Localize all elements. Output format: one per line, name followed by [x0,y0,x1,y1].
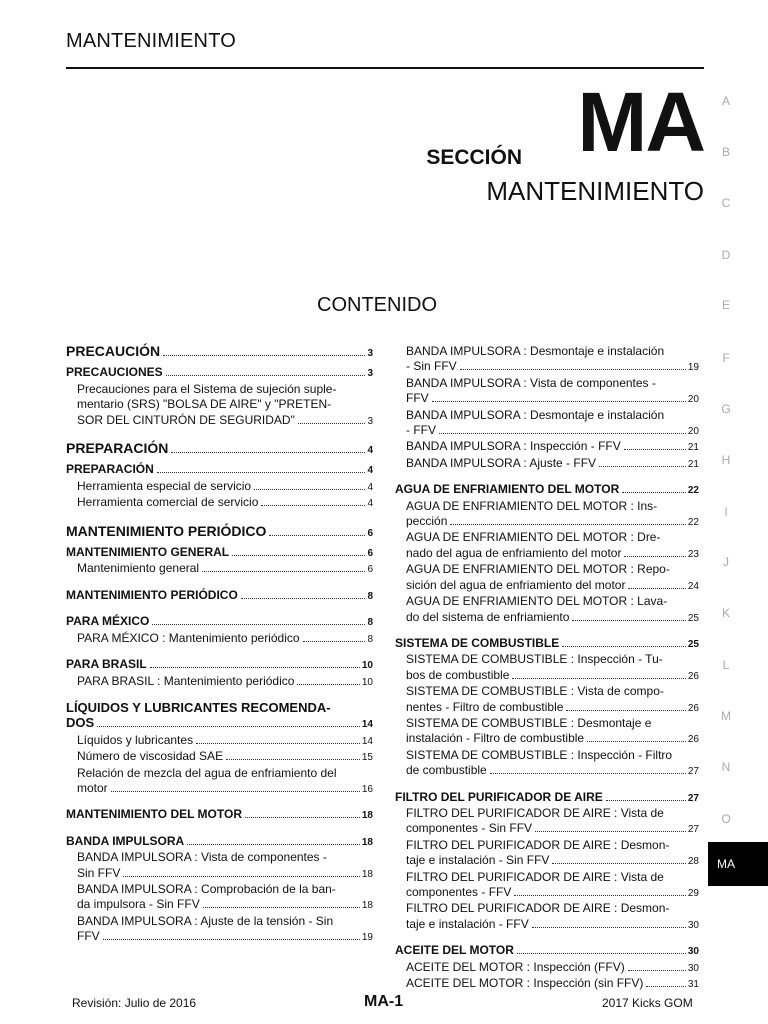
toc-entry[interactable] [66,897,373,913]
side-index-letter[interactable]: E [721,298,730,312]
toc-entry-text: Relación de mezcla del agua de enfriamiento del [77,765,337,780]
toc-page-number: 18 [361,810,373,822]
side-index-letter[interactable]: K [721,606,730,620]
seccion-label: SECCIÓN [426,146,522,169]
section-name: MANTENIMIENTO [486,176,704,206]
side-index-letter[interactable]: A [721,94,730,108]
dot-leader [297,684,359,685]
header-rule [66,67,704,69]
dot-leader [628,588,685,589]
toc-entry[interactable] [395,482,699,498]
toc-entry[interactable] [66,479,373,495]
toc-page-number: 4 [367,498,373,510]
toc-entry[interactable] [66,462,373,478]
toc-entry-text: FILTRO DEL PURIFICADOR DE AIRE : Vista de [406,805,664,820]
side-index-letter[interactable]: D [721,248,731,262]
toc-page-number: 6 [367,548,373,560]
dot-leader [572,620,685,621]
toc-entry[interactable] [66,631,373,647]
toc-entry-text: PARA BRASIL : Mantenimiento periódico [77,673,295,688]
dot-leader [111,791,360,792]
dot-leader [562,646,686,647]
toc-entry-text: PARA MÉXICO [66,614,150,629]
dot-leader [245,817,360,818]
footer-revision: Revisión: Julio de 2016 [72,996,197,1010]
toc-entry[interactable] [66,733,373,749]
dot-leader [512,678,685,679]
side-index-letter[interactable]: J [723,555,729,569]
toc-entry[interactable] [395,578,699,594]
toc-entry-text: componentes - FFV [406,885,512,899]
dot-leader [432,401,686,402]
page-header-title: MANTENIMIENTO [66,30,237,52]
dot-leader [599,466,686,467]
toc-page-number: 30 [687,946,699,958]
toc-page-number: 14 [361,719,373,731]
toc-page-number: 21 [687,442,699,454]
toc-entry[interactable] [395,456,699,472]
toc-page-number: 31 [687,979,699,991]
toc-entry-text: ACEITE DEL MOTOR : Inspección (FFV) [406,959,625,974]
dot-leader [269,535,365,536]
toc-entry[interactable] [395,853,699,869]
side-index-letter[interactable]: H [721,453,731,467]
toc-entry[interactable] [66,866,373,882]
toc-entry-text: mentario (SRS) "BOLSA DE AIRE" y "PRETEN- [77,397,332,412]
toc-entry[interactable] [395,610,699,626]
dot-leader [196,743,360,744]
toc-page-number: 21 [687,458,699,470]
toc-entry[interactable] [66,715,373,732]
toc-entry-text: Herramienta especial de servicio [77,478,252,493]
dot-leader [171,452,365,453]
toc-entry-text: SISTEMA DE COMBUSTIBLE : Desmontaje e [406,715,652,730]
toc-page-number: 4 [367,445,373,457]
toc-entry-text: MANTENIMIENTO PERIÓDICO [66,522,267,539]
dot-leader [163,355,365,356]
toc-entry-text: BANDA IMPULSORA : Desmontaje e instalación [406,344,665,358]
toc-entry-text: sición del agua de enfriamiento del motor [406,577,626,592]
toc-entry-text: bos de combustible [406,667,510,682]
toc-page-number: 20 [687,394,699,406]
toc-entry[interactable] [395,391,699,407]
section-code: MA [577,75,704,169]
toc-entry-text: instalación - Filtro de combustible [406,731,585,746]
toc-entry-text: ACEITE DEL MOTOR : Inspección (sin FFV) [406,976,644,991]
dot-leader [103,939,360,940]
toc-entry[interactable] [66,781,373,797]
toc-page-number: 19 [687,362,699,374]
toc-entry[interactable] [395,917,699,933]
toc-entry-text: FILTRO DEL PURIFICADOR DE AIRE : Desmon- [406,901,670,916]
toc-page-number: 8 [367,617,373,629]
toc-entry-text: FFV [77,929,100,944]
dot-leader [587,741,686,742]
toc-entry-text: nado del agua de enfriamiento del motor [406,545,622,560]
section-tab-ma[interactable]: MA [708,842,768,886]
toc-entry-text: taje e instalación - FFV [406,916,529,931]
toc-entry-text: MANTENIMIENTO PERIÓDICO [66,587,238,602]
toc-entry-text: PRECAUCIONES [66,365,163,380]
dot-leader [157,472,366,473]
dot-leader [535,831,686,832]
dot-leader [150,667,360,668]
toc-entry-text: - Sin FFV [406,359,457,374]
toc-entry-text: PRECAUCIÓN [66,343,161,359]
side-index-letter[interactable]: I [724,505,728,519]
toc-entry[interactable] [66,441,373,458]
toc-page-number: 25 [687,612,699,624]
toc-page-number: 3 [367,348,373,359]
toc-page-number: 4 [367,481,373,493]
toc-entry[interactable] [395,668,699,684]
toc-entry-text: SISTEMA DE COMBUSTIBLE : Inspección - Tu- [406,652,663,667]
toc-page-number: 23 [687,548,699,560]
toc-page-number: 3 [367,368,373,380]
toc-entry-text: SOR DEL CINTURÓN DE SEGURIDAD" [77,412,295,427]
toc-entry[interactable] [66,588,373,604]
dot-leader [123,876,360,877]
toc-page-number: 30 [687,962,699,974]
toc-entry-text: FILTRO DEL PURIFICADOR DE AIRE [395,789,603,804]
toc-entry[interactable] [66,929,373,945]
toc-entry-text: taje e instalación - Sin FFV [406,853,550,868]
dot-leader [303,641,366,642]
dot-leader [202,571,365,572]
toc-entry-text: - FFV [406,423,436,438]
toc-entry-text: de combustible [406,763,487,778]
side-index-letter[interactable]: L [722,658,730,672]
toc-entry[interactable] [66,413,373,429]
toc-entry[interactable] [66,561,373,577]
toc-entry-text: do del sistema de enfriamiento [406,609,570,624]
toc-entry-text: AGUA DE ENFRIAMIENTO DEL MOTOR : Repo- [406,562,670,577]
toc-entry-text: DOS [66,715,95,731]
toc-page-number: 20 [687,426,699,438]
toc-page-number: 10 [361,660,373,672]
side-index-letter[interactable]: B [721,145,730,159]
dot-leader [606,800,686,801]
dot-leader [517,953,686,954]
toc-entry-text: FFV [406,391,429,406]
dot-leader [97,726,360,727]
toc-entry-text: MANTENIMIENTO GENERAL [66,545,230,560]
toc-entry-text: AGUA DE ENFRIAMIENTO DEL MOTOR : Ins- [406,498,658,513]
toc-entry[interactable] [66,674,373,690]
contents-title: CONTENIDO [317,294,437,316]
toc-entry-text: SISTEMA DE COMBUSTIBLE : Inspección - Filtro [406,747,673,762]
toc-entry-text: Líquidos y lubricantes [77,732,194,747]
side-index-letter[interactable]: M [721,709,731,723]
toc-entry-text: FILTRO DEL PURIFICADOR DE AIRE : Vista de [406,869,664,884]
dot-leader [624,556,685,557]
dot-leader [232,555,365,556]
toc-right-column [395,344,699,992]
toc-entry-text: Precauciones para el Sistema de sujeción suple- [77,381,337,396]
toc-entry[interactable] [395,423,699,439]
toc-page-number: 4 [367,465,373,477]
toc-entry-text: PARA MÉXICO : Mantenimiento periódico [77,630,300,645]
toc-entry-text: AGUA DE ENFRIAMIENTO DEL MOTOR : Dre- [406,530,661,545]
side-index-letter[interactable]: N [721,760,731,774]
toc-entry[interactable] [66,524,373,541]
toc-entry[interactable] [395,821,699,837]
toc-entry[interactable] [395,976,699,992]
toc-entry-text: BANDA IMPULSORA : Comprobación de la ban- [77,881,336,896]
toc-page-number: 30 [687,919,699,931]
toc-page-number: 27 [687,824,699,836]
toc-entry[interactable] [66,834,373,850]
toc-entry-text: PREPARACIÓN [66,440,169,457]
toc-page-number: 6 [367,527,373,539]
toc-entry[interactable] [66,749,373,765]
toc-page-number: 25 [687,638,699,650]
toc-page-number: 10 [361,676,373,688]
toc-entry[interactable] [66,545,373,561]
toc-entry-text: PARA BRASIL [66,657,147,672]
toc-entry[interactable] [66,657,373,673]
toc-entry[interactable] [66,495,373,511]
toc-entry-text: Herramienta comercial de servicio [77,495,259,510]
toc-entry-text: pección [406,514,448,529]
toc-entry-text: BANDA IMPULSORA : Ajuste - FFV [406,455,597,470]
toc-entry[interactable] [66,614,373,630]
toc-page-number: 28 [687,856,699,868]
toc-entry[interactable] [395,763,699,779]
dot-leader [460,369,686,370]
toc-entry-text: AGUA DE ENFRIAMIENTO DEL MOTOR [395,482,620,497]
toc-entry-text: BANDA IMPULSORA : Vista de componentes - [406,375,656,390]
footer-page-number: MA-1 [364,993,404,1010]
toc-entry-text: SISTEMA DE COMBUSTIBLE : Vista de compo- [406,684,664,699]
toc-left-column [66,344,373,946]
dot-leader [241,598,366,599]
toc-page-number: 22 [687,517,699,529]
dot-leader [490,773,686,774]
toc-entry[interactable] [66,344,373,361]
toc-entry-text: FILTRO DEL PURIFICADOR DE AIRE : Desmon- [406,837,670,852]
toc-entry-text: SISTEMA DE COMBUSTIBLE [395,635,560,650]
toc-page-number: 18 [361,868,373,880]
toc-entry-text: BANDA IMPULSORA [66,833,185,848]
toc-page-number: 14 [361,735,373,747]
toc-entry-text: da impulsora - Sin FFV [77,897,200,912]
toc-page-number: 24 [687,580,699,592]
toc-page-number: 16 [361,783,373,795]
dot-leader [646,986,685,987]
toc-page-number: 18 [361,900,373,912]
toc-entry-text: AGUA DE ENFRIAMIENTO DEL MOTOR : Lava- [406,594,668,609]
toc-entry-text: BANDA IMPULSORA : Vista de componentes - [77,850,327,865]
toc-entry[interactable] [395,359,699,375]
dot-leader [203,907,360,908]
toc-entry[interactable] [395,960,699,976]
toc-page-number: 6 [367,564,373,576]
dot-leader [261,505,365,506]
toc-entry-text: ACEITE DEL MOTOR [395,943,514,958]
toc-entry[interactable] [395,700,699,716]
toc-entry[interactable] [66,365,373,381]
dot-leader [254,489,365,490]
toc-entry-text: Número de viscosidad SAE [77,749,224,764]
toc-entry-text: BANDA IMPULSORA : Inspección - FFV [406,439,621,454]
toc-page-number: 8 [367,633,373,645]
toc-entry[interactable] [395,885,699,901]
toc-page-number: 15 [361,752,373,764]
side-index-letter[interactable]: G [721,402,731,416]
dot-leader [622,492,686,493]
footer-model: 2017 Kicks GOM [602,996,693,1010]
side-index-letter[interactable]: C [721,196,731,210]
toc-page-number: 3 [367,415,373,427]
dot-leader [298,423,366,424]
toc-page-number: 27 [687,766,699,778]
toc-entry-text: BANDA IMPULSORA : Desmontaje e instalación [406,407,665,422]
toc-page-number: 19 [361,932,373,944]
toc-entry[interactable] [66,807,373,823]
toc-page-number: 26 [687,734,699,746]
toc-page-number: 26 [687,702,699,714]
toc-entry[interactable] [395,790,699,806]
toc-page-number: 27 [687,792,699,804]
toc-page-number: 22 [687,485,699,497]
dot-leader [226,759,360,760]
toc-page-number: 29 [687,888,699,899]
toc-entry[interactable] [395,943,699,959]
side-index-letter[interactable]: O [721,812,731,826]
toc-entry-text: Sin FFV [77,865,121,880]
dot-leader [450,524,686,525]
toc-entry[interactable] [395,636,699,652]
dot-leader [566,710,685,711]
toc-entry-text: PREPARACIÓN [66,462,154,477]
toc-page-number: 26 [687,670,699,682]
dot-leader [514,895,686,896]
toc-entry-text: componentes - Sin FFV [406,821,533,836]
dot-leader [628,970,686,971]
toc-page-number: 18 [361,836,373,848]
toc-entry-text: nentes - Filtro de combustible [406,699,564,714]
dot-leader [187,844,360,845]
toc-page-number: 8 [367,590,373,602]
dot-leader [152,624,365,625]
toc-entry-text: LÍQUIDOS Y LUBRICANTES RECOMENDA- [66,699,331,715]
dot-leader [624,449,686,450]
toc-entry-text: BANDA IMPULSORA : Ajuste de la tensión - Sin [77,913,334,928]
toc-entry[interactable] [395,439,699,455]
side-index-letter[interactable]: F [722,351,730,365]
dot-leader [552,863,685,864]
toc-entry-text: MANTENIMIENTO DEL MOTOR [66,807,243,822]
toc-entry[interactable] [395,546,699,562]
toc-entry-text: motor [77,780,108,795]
toc-entry[interactable] [395,514,699,530]
toc-entry[interactable] [395,731,699,747]
dot-leader [439,433,686,434]
dot-leader [532,927,686,928]
dot-leader [166,375,366,376]
toc-entry-text: Mantenimiento general [77,561,200,576]
